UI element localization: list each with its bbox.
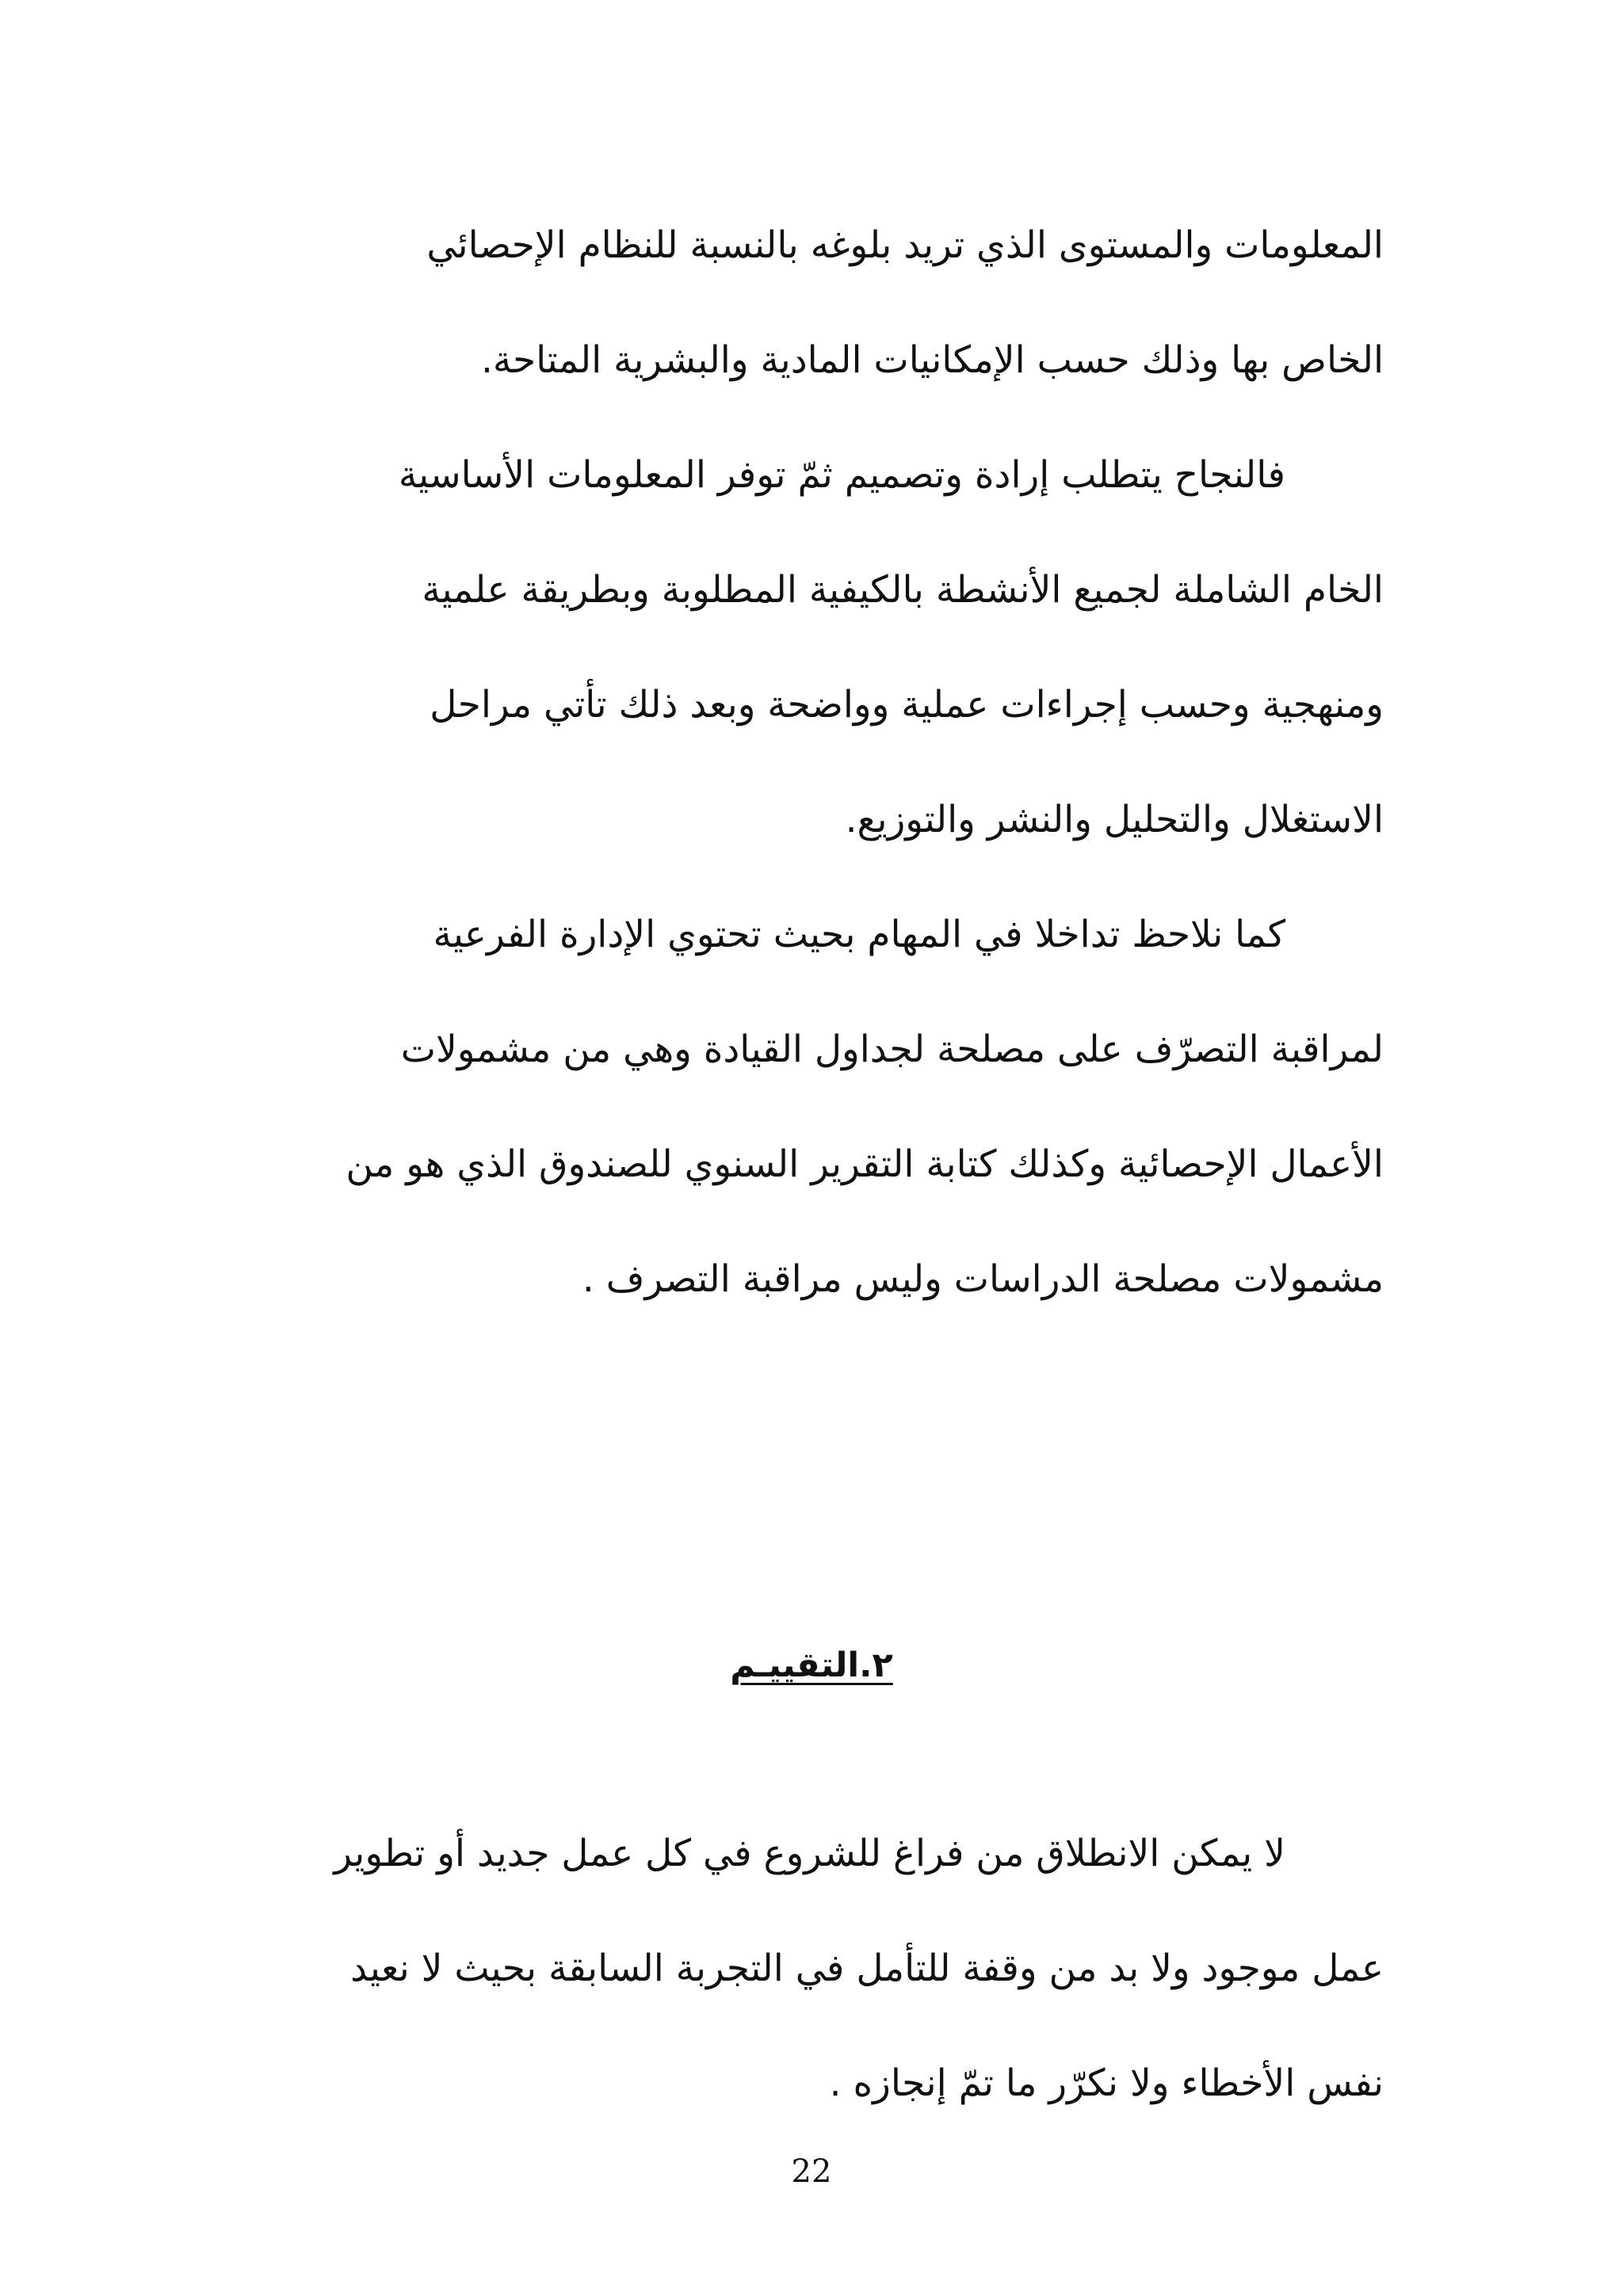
paragraph-1-line-1: المعلومات والمستوى الذي تريد بلوغه بالنسبة للنظام الإحصائي [426,223,1384,267]
paragraph-2-line-4: الاستغلال والتحليل والنشر والتوزيع. [845,798,1384,841]
paragraph-1-line-2: الخاص بها وذلك حسب الإمكانيات المادية والبشرية المتاحة. [480,338,1384,382]
paragraph-2-line-3: ومنهجية وحسب إجراءات عملية وواضحة وبعد ذلك تأتي مراحل [430,683,1384,727]
paragraph-2-line-2: الخام الشاملة لجميع الأنشطة بالكيفية المطلوبة وبطريقة علمية [422,568,1384,612]
page-number: 22 [791,2153,832,2190]
paragraph-4-line-3: نفس الأخطاء ولا نكرّر ما تمّ إنجازه . [829,2061,1384,2105]
paragraph-4-line-1: لا يمكن الانطلاق من فراغ للشروع في كل عمل جديد أو تطوير [334,1832,1285,1875]
section-heading: ٢.التقييـم [730,1646,893,1685]
paragraph-3-line-4: مشمولات مصلحة الدراسات وليس مراقبة التصرف . [582,1257,1384,1301]
paragraph-3-line-2: لمراقبة التصرّف على مصلحة لجداول القيادة وهي من مشمولات [400,1028,1384,1071]
paragraph-2-line-1: فالنجاح يتطلب إرادة وتصميم ثمّ توفر المعلومات الأساسية [398,453,1285,497]
paragraph-3-line-3: الأعمال الإحصائية وكذلك كتابة التقرير السنوي للصندوق الذي هو من [346,1142,1384,1186]
paragraph-4-line-2: عمل موجود ولا بد من وقفة للتأمل في التجربة السابقة بحيث لا نعيد [350,1947,1384,1990]
paragraph-3-line-1: كما نلاحظ تداخلا في المهام بحيث تحتوي الإدارة الفرعية [433,913,1285,956]
